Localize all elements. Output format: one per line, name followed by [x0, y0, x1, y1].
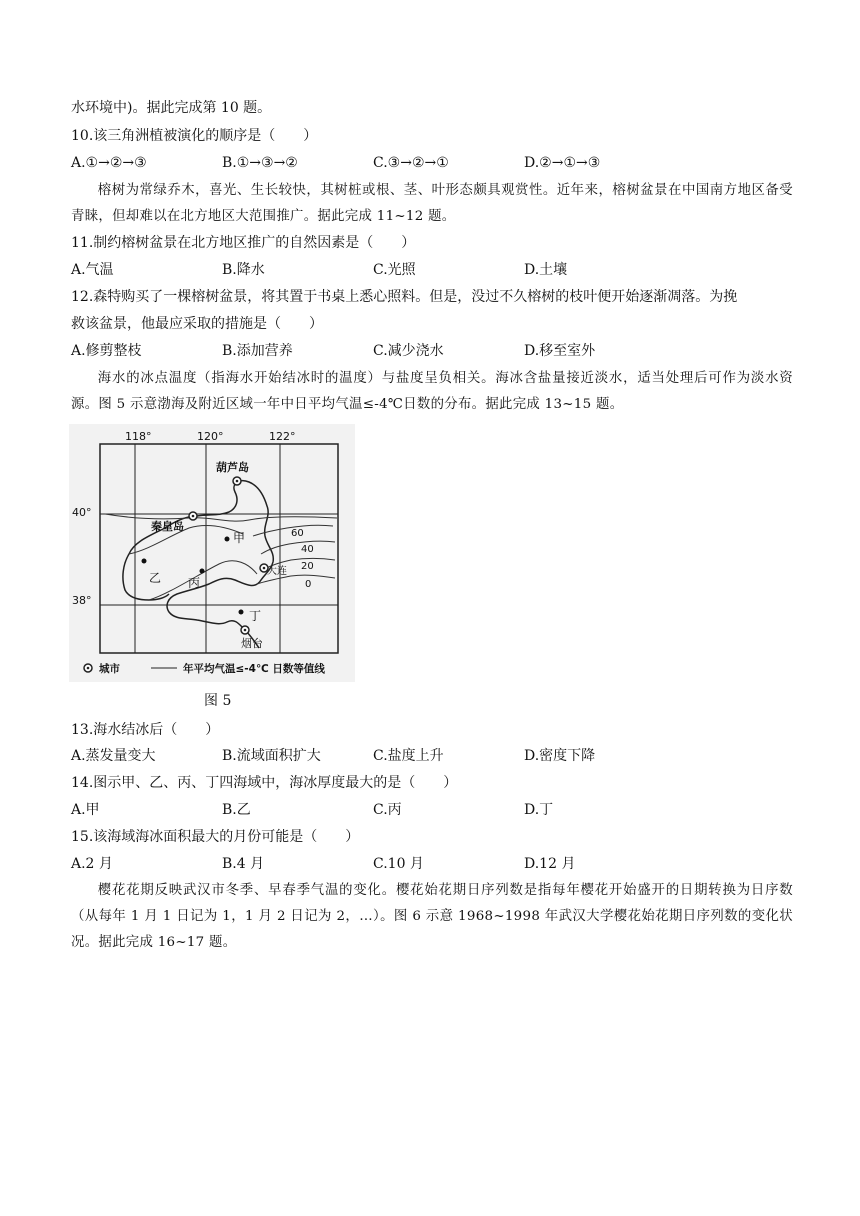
question-11-stem: 11.制约榕树盆景在北方地区推广的自然因素是（ ）: [71, 235, 416, 251]
question-15-stem: 15.该海域海冰面积最大的月份可能是（ ）: [71, 829, 360, 845]
q10-option-d: D.②→①→③: [524, 155, 601, 171]
isoline-label-0: 0: [305, 579, 312, 590]
lon-label-120: 120°: [197, 430, 224, 443]
q15-option-d: D.12 月: [524, 856, 576, 872]
q10-option-c: C.③→②→①: [373, 155, 449, 171]
q13-option-a: A.蒸发量变大: [71, 748, 156, 764]
figure-5-map: [69, 424, 355, 682]
sea-area-bing: 丙: [188, 576, 201, 590]
q14-option-a: A.甲: [71, 802, 100, 818]
sea-area-jia: 甲: [233, 531, 246, 545]
q11-option-a: A.气温: [71, 262, 114, 278]
figure-5-caption: 图 5: [204, 693, 232, 709]
q13-option-d: D.密度下降: [524, 748, 596, 764]
q15-option-a: A.2 月: [71, 856, 113, 872]
q14-option-c: C.丙: [373, 802, 402, 818]
sea-area-ding: 丁: [249, 609, 262, 623]
city-label-yantai: 烟台: [241, 637, 263, 650]
isoline-label-40: 40: [301, 544, 314, 555]
sea-area-yi: 乙: [149, 571, 162, 585]
q12-option-d: D.移至室外: [524, 343, 596, 359]
q14-option-d: D.丁: [524, 802, 554, 818]
city-label-huludao: 葫芦岛: [216, 461, 249, 474]
q10-option-b: B.①→③→②: [222, 155, 298, 171]
isoline-label-60: 60: [291, 528, 304, 539]
lon-label-118: 118°: [125, 430, 152, 443]
q15-option-c: C.10 月: [373, 856, 424, 872]
q12-option-c: C.减少浇水: [373, 343, 444, 359]
question-10-stem: 10.该三角洲植被演化的顺序是（ ）: [71, 128, 318, 144]
seaice-paragraph: 海水的冰点温度（指海水开始结冰时的温度）与盐度呈负相关。海冰含盐量接近淡水，适当处理后可作为淡水资源。图 5 示意渤海及附近区域一年中日平均气温≤-4℃日数的分布。据此完成 13~15 题。: [71, 371, 793, 412]
q10-option-a: A.①→②→③: [71, 155, 147, 171]
q15-option-b: B.4 月: [222, 856, 265, 872]
question-13-stem: 13.海水结冰后（ ）: [71, 722, 220, 738]
city-label-dalian: 大连: [267, 566, 287, 577]
q11-option-b: B.降水: [222, 262, 265, 278]
isoline-label-20: 20: [301, 561, 314, 572]
q14-option-b: B.乙: [222, 802, 251, 818]
lat-label-40: 40°: [72, 506, 92, 519]
q11-option-d: D.土壤: [524, 262, 568, 278]
legend-isoline-label: 年平均气温≤-4℃ 日数等值线: [183, 663, 325, 675]
question-14-stem: 14.图示甲、乙、丙、丁四海域中，海冰厚度最大的是（ ）: [71, 775, 458, 791]
city-label-qinhuangdao: 秦皇岛: [151, 520, 184, 533]
legend-city-label: 城市: [99, 663, 120, 675]
banyan-paragraph: 榕树为常绿乔木，喜光、生长较快，其树桩或根、茎、叶形态颇具观赏性。近年来，榕树盆景在中国南方地区备受青睐，但却难以在北方地区大范围推广。据此完成 11~12 题。: [71, 183, 793, 224]
q12-option-b: B.添加营养: [222, 343, 293, 359]
cherry-paragraph: 樱花花期反映武汉市冬季、早春季气温的变化。樱花始花期日序列数是指每年樱花开始盛开的日期转换为日序数（从每年 1 月 1 日记为 1，1 月 2 日记为 2，…）。图 6 示意 1968~1998 年武汉大学樱花始花期日序列数的变化状况。据此完成 16~17 题。: [71, 883, 793, 950]
intro-tail: 水环境中)。据此完成第 10 题。: [71, 100, 272, 116]
question-12-stem-line1: 12.森特购买了一棵榕树盆景，将其置于书桌上悉心照料。但是，没过不久榕树的枝叶便开始逐渐凋落。为挽: [71, 289, 738, 305]
lon-label-122: 122°: [269, 430, 296, 443]
q12-option-a: A.修剪整枝: [71, 343, 142, 359]
lat-label-38: 38°: [72, 594, 92, 607]
q11-option-c: C.光照: [373, 262, 416, 278]
q13-option-c: C.盐度上升: [373, 748, 444, 764]
question-12-stem-line2: 救该盆景，他最应采取的措施是（ ）: [71, 316, 323, 332]
q13-option-b: B.流域面积扩大: [222, 748, 321, 764]
